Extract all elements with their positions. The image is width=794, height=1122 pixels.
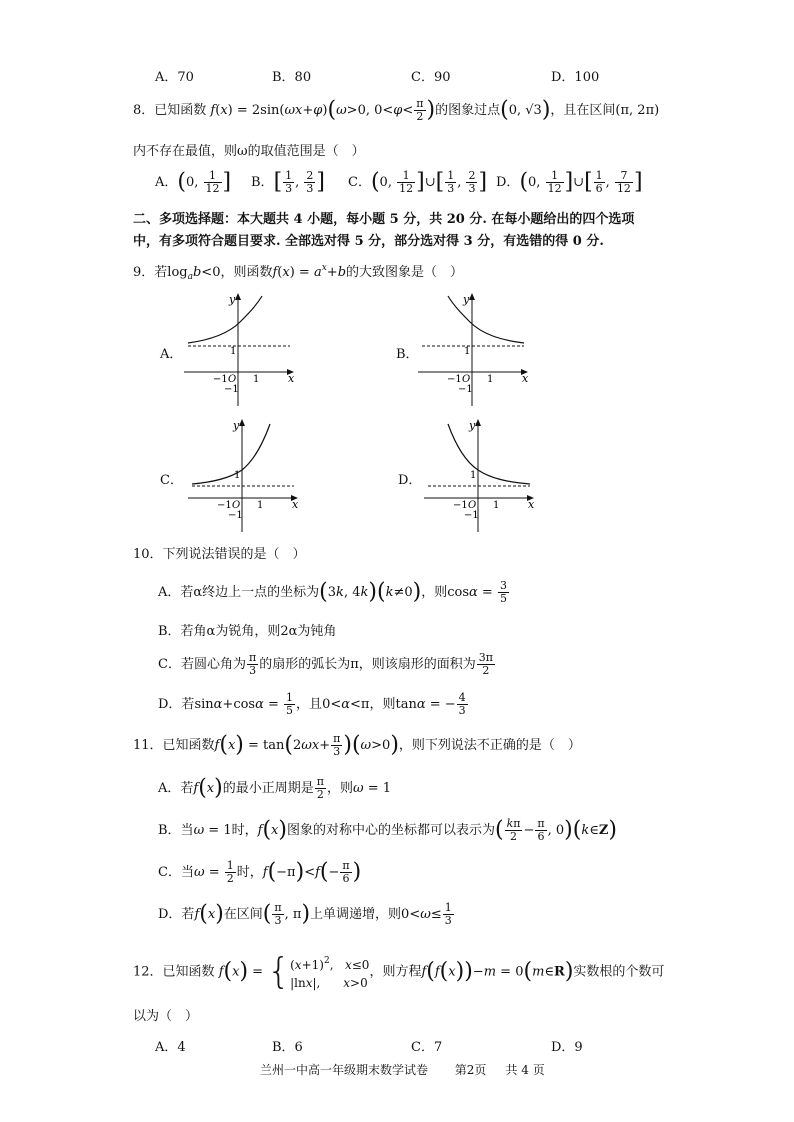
svg-text:x: x [292,498,299,511]
q8-option-b: B．[ $\frac{1}{3}$ , $\frac{2}{3}$ ] [251,169,326,195]
q8-line2: 内不存在最值，则ω的取值范围是（ ） [133,144,365,159]
svg-text:O: O [228,374,237,385]
svg-text:−1: −1 [217,500,232,511]
q9-graph-b [414,290,534,414]
svg-text:−1: −1 [464,510,479,521]
svg-text:O: O [468,500,477,511]
q10-option-c: C．若圆心角为 $\frac{\pi}{3}$ 的扇形的弧长为π，则该扇形的面积为 $\frac{3\pi}{2}$ [158,651,493,677]
svg-text:1: 1 [464,346,471,357]
footer-total: 共 4 页 [505,1063,545,1077]
q9-graph-c [184,416,304,540]
q10-option-b: B．若角α为锐角，则2α为钝角 [158,624,337,639]
q8-text-mid: 的图象过点 [435,103,501,118]
q7-option-b: B．80 [272,70,312,85]
q10-stem: 10．下列说法错误的是（ ） [133,547,306,562]
q11-option-d: D．若f(x)在区间( $\frac{\pi}{3}$ , π)上单调递增，则0<ω≤ $\frac{1}{3}$ [158,901,452,927]
svg-text:y: y [469,419,476,432]
q9-label-b: B． [396,347,419,362]
q7-option-a: A．70 [155,70,194,85]
q11-stem: 11．已知函数f(x) = tan(2ωx+ $\frac{\pi}{3}$ )(ω>0)，则下列说法不正确的是（ ） [133,732,581,758]
footer [260,1061,545,1078]
svg-text:−1: −1 [447,374,462,385]
q12-line2: 以为（ ） [133,1009,199,1024]
svg-text:−1: −1 [213,374,228,385]
q7-option-c: C．90 [411,70,451,85]
q9-graph-d [420,416,540,540]
svg-text:−1: −1 [228,510,243,521]
svg-text:1: 1 [257,500,264,511]
svg-text:x: x [528,498,535,511]
q9-label-d: D． [398,473,422,488]
q8-stem: 8．已知函数 f(x) = 2sin(ωx+φ)(ω>0, 0<φ< $\frac{\pi}{2}$ )的图象过点(0, √3)，且在区间(π, 2π) [133,97,660,123]
svg-text:−1: −1 [224,384,239,395]
svg-text:y: y [229,293,236,306]
q9-graph-a [180,290,300,414]
svg-text:1: 1 [253,374,260,385]
svg-text:x: x [522,372,529,385]
q7-option-d: D．100 [551,70,600,85]
q10-option-d: D．若sinα+cosα = $\frac{1}{5}$ ，且0<α<π，则tanα = − $\frac{4}{3}$ [158,691,466,717]
svg-text:O: O [462,374,471,385]
q11-option-a: A．若f(x)的最小正周期是 $\frac{\pi}{2}$ ，则ω = 1 [158,775,392,801]
svg-text:1: 1 [234,470,241,481]
q12-option-c: C．7 [411,1040,443,1055]
q12-stem: 12．已知函数 f(x) = { $(x+1)^2$, x≤0 |lnx|, x>0 ，则方程f(f(x))−m = 0(m∈R)实数根的个数可 [133,951,665,992]
svg-text:1: 1 [230,346,237,357]
svg-text:x: x [288,372,295,385]
svg-text:−1: −1 [458,384,473,395]
svg-text:1: 1 [487,374,494,385]
q8-text-end: ，且在区间 [550,103,616,118]
q12-option-b: B．6 [272,1040,303,1055]
q11-option-b: B．当ω = 1时，f(x)图象的对称中心的坐标都可以表示为( $\frac{k\pi}{2}$ − $\frac{\pi}{6}$ , 0)(k∈Z) [158,817,617,843]
section2-line1: 二、多项选择题：本大题共 4 小题，每小题 5 分，共 20 分. 在每小题给出的四个选项 [133,212,635,227]
svg-text:y: y [463,293,470,306]
svg-text:1: 1 [470,470,477,481]
q9-label-a: A． [160,347,183,362]
svg-text:1: 1 [493,500,500,511]
q8-option-a: A．(0, $\frac{1}{12}$ ] [155,169,232,195]
section2-line2: 中，有多项符合题目要求. 全部选对得 5 分，部分选对得 3 分，有选错的得 0 分. [133,234,604,249]
q9-stem: 9．若$\log_ab<0$，则函数$f(x) = a^x+b$的大致图象是（ ） [133,263,464,282]
q9-label-c: C． [160,473,183,488]
q8-option-c: C．(0, $\frac{1}{12}$ ]∪[ $\frac{1}{3}$ , $\frac{2}{3}$ ] [348,169,488,195]
svg-text:y: y [233,419,240,432]
q8-option-d: D．(0, $\frac{1}{12}$ ]∪[ $\frac{1}{6}$ , $\frac{7}{12}$ ] [496,169,643,195]
footer-school: 兰州一中高一年级期末数学试卷 [260,1063,429,1077]
q12-option-a: A．4 [155,1040,186,1055]
svg-text:−1: −1 [453,500,468,511]
q11-option-c: C．当ω = $\frac{1}{2}$ 时，f(−π)<f(− $\frac{\pi}{6}$ ) [158,859,362,885]
q8-number: 8．已知函数 [133,103,207,118]
footer-page: 第2页 [454,1063,487,1077]
svg-text:O: O [232,500,241,511]
q10-option-a: A．若α终边上一点的坐标为(3k, 4k)(k≠0)，则cosα = $\frac{3}{5}$ [158,579,507,605]
q12-option-d: D．9 [551,1040,583,1055]
